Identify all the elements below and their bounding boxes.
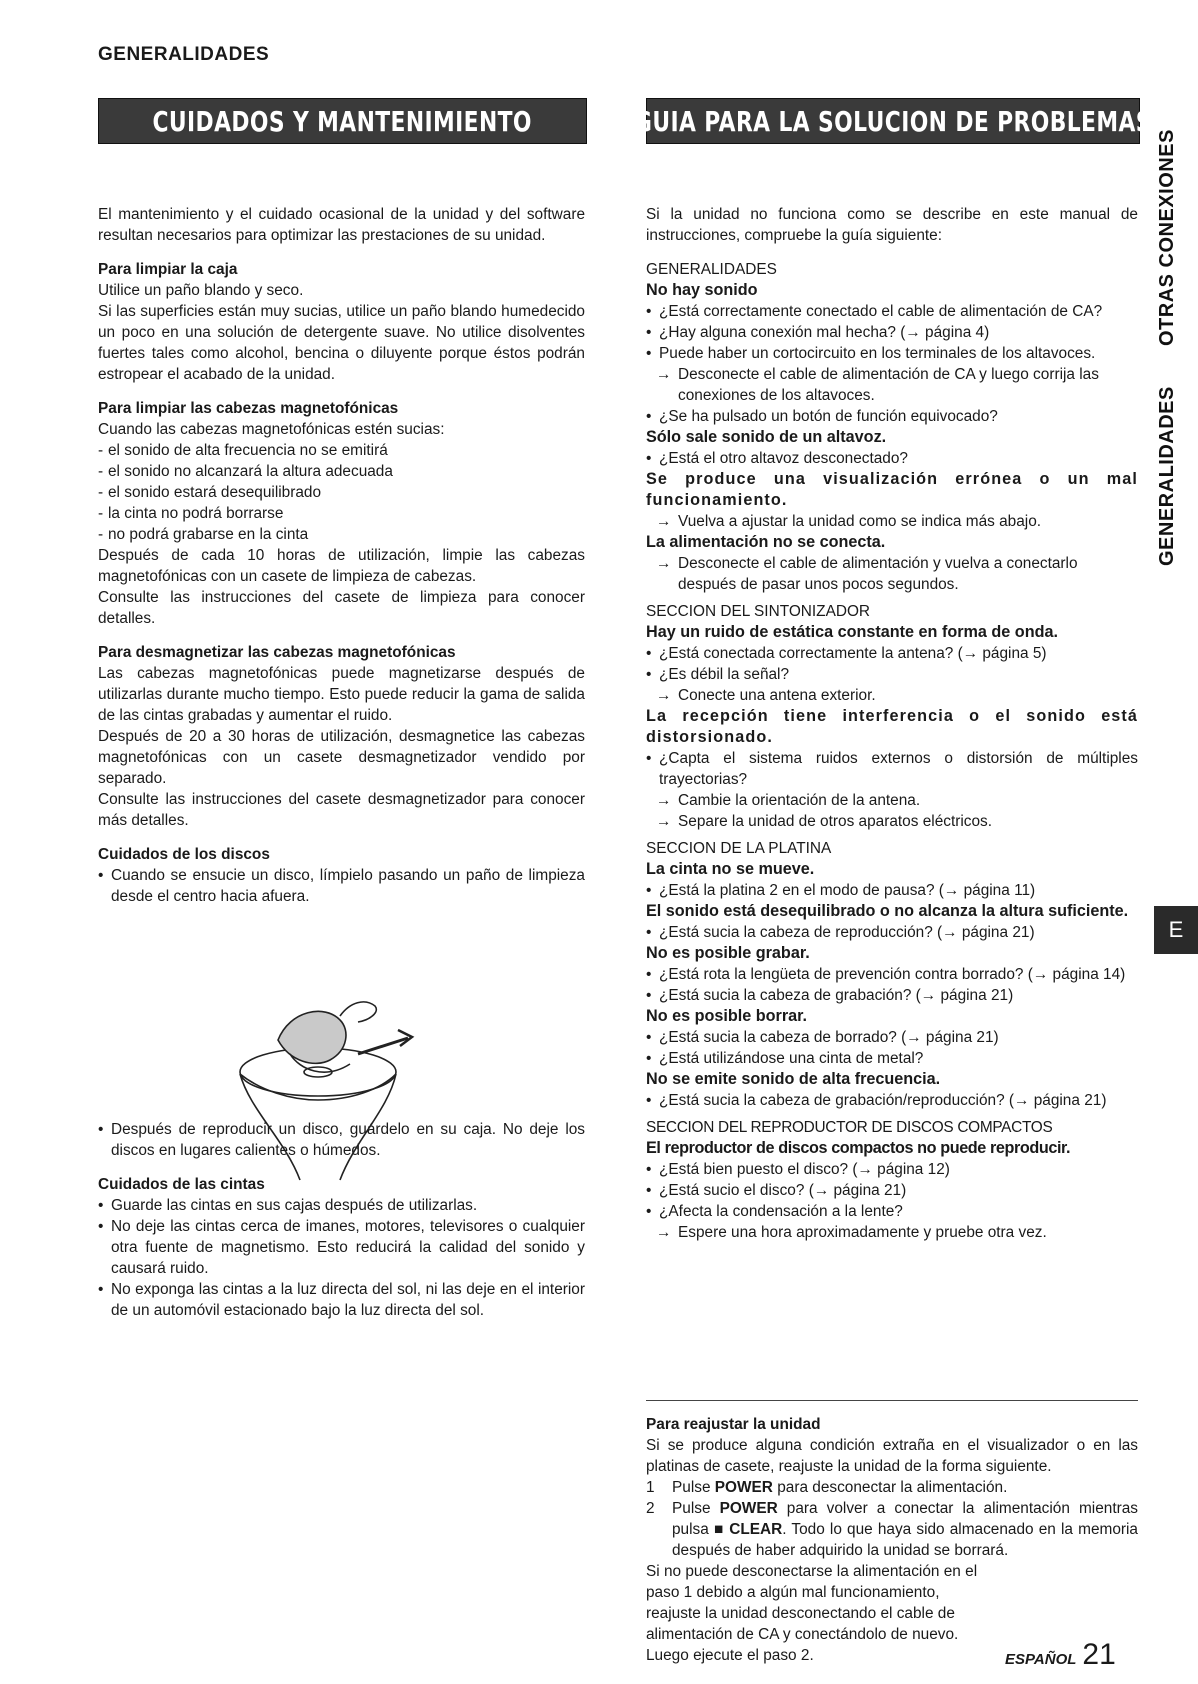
side-tab-bottom: GENERALIDADES: [1156, 386, 1178, 566]
reset-step-2-key2: ■ CLEAR: [713, 1521, 783, 1538]
gen-q4-action: → Desconecte el cable de alimentación y vuelva a conectarlo después de pasar unos pocos segundos.: [646, 553, 1138, 595]
tuner-q1-action: → Conecte una antena exterior.: [646, 685, 1138, 706]
reset-step-1: [646, 1477, 1138, 1498]
desmag-p1: Las cabezas magnetofónicas puede magnetizarse después de utilizarlas durante mucho tiempo. Esto puede reducir la gama de salida de las cintas grabadas y aumentar el ruido.: [98, 665, 585, 724]
cd-q1-action: → Espere una hora aproximadamente y pruebe otra vez.: [646, 1222, 1138, 1243]
cabezas-item: - no podrá grabarse en la cinta: [98, 524, 585, 545]
desmag-p3: Consulte las instrucciones del casete desmagnetizador para conocer más detalles.: [98, 791, 585, 829]
gen-q2: Sólo sale sonido de un altavoz.: [646, 428, 887, 446]
deck-q4-bullet: • ¿Está sucia la cabeza de borrado? (→ página 21): [646, 1027, 1138, 1048]
discos-title: Cuidados de los discos: [98, 846, 270, 863]
discos-bullet: • Después de reproducir un disco, guárdelo en su caja. No deje los discos en lugares calientes o húmedos.: [98, 1119, 585, 1161]
cd-title: SECCION DEL REPRODUCTOR DE DISCOS COMPACTOS: [646, 1119, 1053, 1136]
cd-q1-bullet: • ¿Afecta la condensación a la lente?: [646, 1201, 1138, 1222]
gen-q3-action: → Vuelva a ajustar la unidad como se indica más abajo.: [646, 511, 1138, 532]
cd-q1: El reproductor de discos compactos no puede reproducir.: [646, 1139, 1071, 1157]
disc-cleaning-illustration: [230, 990, 445, 1188]
cabezas-item: - el sonido de alta frecuencia no se emitirá: [98, 440, 585, 461]
reset-p2: Si no puede desconectarse la alimentación en el paso 1 debido a algún mal funcionamiento, reajuste la unidad desconectando el cable de alimentación de CA y conectándolo de nuevo. Luego ejecute el paso 2.: [646, 1563, 978, 1664]
reset-divider: [646, 1400, 1138, 1401]
desmag-title: Para desmagnetizar las cabezas magnetofónicas: [98, 644, 456, 661]
gen-q2-bullet: • ¿Está el otro altavoz desconectado?: [646, 448, 1138, 469]
right-column: [646, 204, 1138, 1243]
cintas-bullet: • Guarde las cintas en sus cajas después de utilizarlas.: [98, 1195, 585, 1216]
cintas-bullet: • No exponga las cintas a la luz directa del sol, ni las deje en el interior de un automóvil estacionado bajo la luz directa del sol.: [98, 1279, 585, 1321]
side-tabs: [1154, 96, 1184, 576]
side-tab-top: OTRAS CONEXIONES: [1156, 129, 1178, 346]
reset-p1: Si se produce alguna condición extraña en el visualizador o en las platinas de casete, reajuste la unidad de la forma siguiente.: [646, 1437, 1138, 1475]
tuner-title: SECCION DEL SINTONIZADOR: [646, 603, 871, 620]
deck-q2: El sonido está desequilibrado o no alcanza la altura suficiente.: [646, 902, 1129, 920]
right-intro: Si la unidad no funciona como se describe en este manual de instrucciones, compruebe la guía siguiente:: [646, 206, 1138, 244]
reset-step-1-text-b: para desconectar la alimentación.: [772, 1479, 1008, 1496]
gen-q1-action: → Desconecte el cable de alimentación de CA y luego corrija las conexiones de los altavoces.: [646, 364, 1138, 406]
deck-q4: No es posible borrar.: [646, 1007, 808, 1025]
cabezas-item: - la cinta no podrá borrarse: [98, 503, 585, 524]
deck-q1: La cinta no se mueve.: [646, 860, 815, 878]
caja-p2: Si las superficies están muy sucias, utilice un paño blando humedecido un poco en una solución de detergente suave. No utilice disolventes fuertes tales como alcohol, bencina o diluyente porque éstos podrán estropear el acabado de la unidad.: [98, 303, 585, 383]
reset-step-1-text-a: Pulse: [672, 1479, 715, 1496]
cintas-bullet: • No deje las cintas cerca de imanes, motores, televisores o cualquier otra fuente de magnetismo. Esto reducirá la calidad del sonido y causará ruido.: [98, 1216, 585, 1279]
tuner-q2-action: → Separe la unidad de otros aparatos eléctricos.: [646, 811, 1138, 832]
cintas-title: Cuidados de las cintas: [98, 1176, 265, 1193]
deck-q3: No es posible grabar.: [646, 944, 810, 962]
deck-q5-bullet: • ¿Está sucia la cabeza de grabación/reproducción? (→ página 21): [646, 1090, 1138, 1111]
right-title-bar: [634, 98, 1152, 144]
gen-q3: Se produce una visualización errónea o un mal funcionamiento.: [646, 470, 1138, 509]
deck-q4-bullet: • ¿Está utilizándose una cinta de metal?: [646, 1048, 1138, 1069]
cabezas-title: Para limpiar las cabezas magnetofónicas: [98, 400, 399, 417]
deck-title: SECCION DE LA PLATINA: [646, 840, 832, 857]
discos-bullet: • Cuando se ensucie un disco, límpielo pasando un paño de limpieza desde el centro hacia afuera.: [98, 865, 585, 907]
cd-q1-bullet: • ¿Está bien puesto el disco? (→ página 12): [646, 1159, 1138, 1180]
cabezas-p1: Cuando las cabezas magnetofónicas estén sucias:: [98, 421, 445, 438]
tuner-q1: Hay un ruido de estática constante en forma de onda.: [646, 623, 1058, 641]
tuner-q2-action: → Cambie la orientación de la antena.: [646, 790, 1138, 811]
left-title-bar: [98, 98, 587, 144]
caja-p1: Utilice un paño blando y seco.: [98, 282, 304, 299]
footer-language: ESPAÑOL: [1005, 1651, 1077, 1668]
gen-q1-bullet: • ¿Hay alguna conexión mal hecha? (→ página 4): [646, 322, 1138, 343]
reset-section: [646, 1414, 1138, 1666]
deck-q1-bullet: • ¿Está la platina 2 en el modo de pausa? (→ página 11): [646, 880, 1138, 901]
page-number: 21: [1082, 1638, 1116, 1671]
desmag-p2: Después de 20 a 30 horas de utilización, desmagnetice las cabezas magnetofónicas con un casete desmagnetizador vendido por separado.: [98, 728, 585, 787]
right-title: GUIA PARA LA SOLUCION DE PROBLEMAS: [634, 104, 1152, 138]
cd-q1-bullet: • ¿Está sucio el disco? (→ página 21): [646, 1180, 1138, 1201]
left-title: CUIDADOS Y MANTENIMIENTO: [152, 104, 533, 138]
tuner-q2: La recepción tiene interferencia o el sonido está distorsionado.: [646, 707, 1138, 746]
caja-title: Para limpiar la caja: [98, 261, 238, 278]
tuner-q1-bullet: • ¿Es débil la señal?: [646, 664, 1138, 685]
reset-title: Para reajustar la unidad: [646, 1416, 821, 1433]
section-label: GENERALIDADES: [98, 44, 270, 65]
tuner-q2-bullet: • ¿Capta el sistema ruidos externos o distorsión de múltiples trayectorias?: [646, 748, 1138, 790]
gen-title: GENERALIDADES: [646, 261, 777, 278]
reset-step-2: [646, 1498, 1138, 1561]
cabezas-p2: Después de cada 10 horas de utilización, limpie las cabezas magnetofónicas con un casete de limpieza de cabezas.: [98, 547, 585, 585]
reset-step-2-key: POWER: [719, 1500, 778, 1517]
gen-q1-bullet: • Puede haber un cortocircuito en los terminales de los altavoces.: [646, 343, 1138, 364]
deck-q3-bullet: • ¿Está sucia la cabeza de grabación? (→ página 21): [646, 985, 1138, 1006]
reset-step-2-text-b: para volver a conectar la alimentación mientras pulsa: [672, 1500, 1138, 1538]
language-tab: E: [1154, 906, 1198, 954]
reset-step-2-text-c: . Todo lo que haya sido almacenado en la memoria después de haber adquirido la unidad se borrará.: [672, 1521, 1138, 1559]
gen-q1: No hay sonido: [646, 281, 758, 299]
gen-q4: La alimentación no se conecta.: [646, 533, 886, 551]
deck-q3-bullet: • ¿Está rota la lengüeta de prevención contra borrado? (→ página 14): [646, 964, 1138, 985]
reset-step-2-number: 2: [646, 1500, 655, 1517]
gen-q1-bullet: • ¿Se ha pulsado un botón de función equivocado?: [646, 406, 1138, 427]
page-footer: [1005, 1638, 1116, 1672]
deck-q2-bullet: • ¿Está sucia la cabeza de reproducción? (→ página 21): [646, 922, 1138, 943]
deck-q5: No se emite sonido de alta frecuencia.: [646, 1070, 941, 1088]
cabezas-item: - el sonido estará desequilibrado: [98, 482, 585, 503]
reset-step-1-key: POWER: [714, 1479, 773, 1496]
cabezas-item: - el sonido no alcanzará la altura adecuada: [98, 461, 585, 482]
tuner-q1-bullet: • ¿Está conectada correctamente la antena? (→ página 5): [646, 643, 1138, 664]
gen-q1-bullet: • ¿Está correctamente conectado el cable de alimentación de CA?: [646, 301, 1138, 322]
reset-step-2-text-a: Pulse: [672, 1500, 720, 1517]
cabezas-p3: Consulte las instrucciones del casete de limpieza para conocer detalles.: [98, 589, 585, 627]
reset-step-1-number: 1: [646, 1479, 655, 1496]
left-intro: El mantenimiento y el cuidado ocasional de la unidad y del software resultan necesarios para optimizar las prestaciones de su unidad.: [98, 206, 585, 244]
